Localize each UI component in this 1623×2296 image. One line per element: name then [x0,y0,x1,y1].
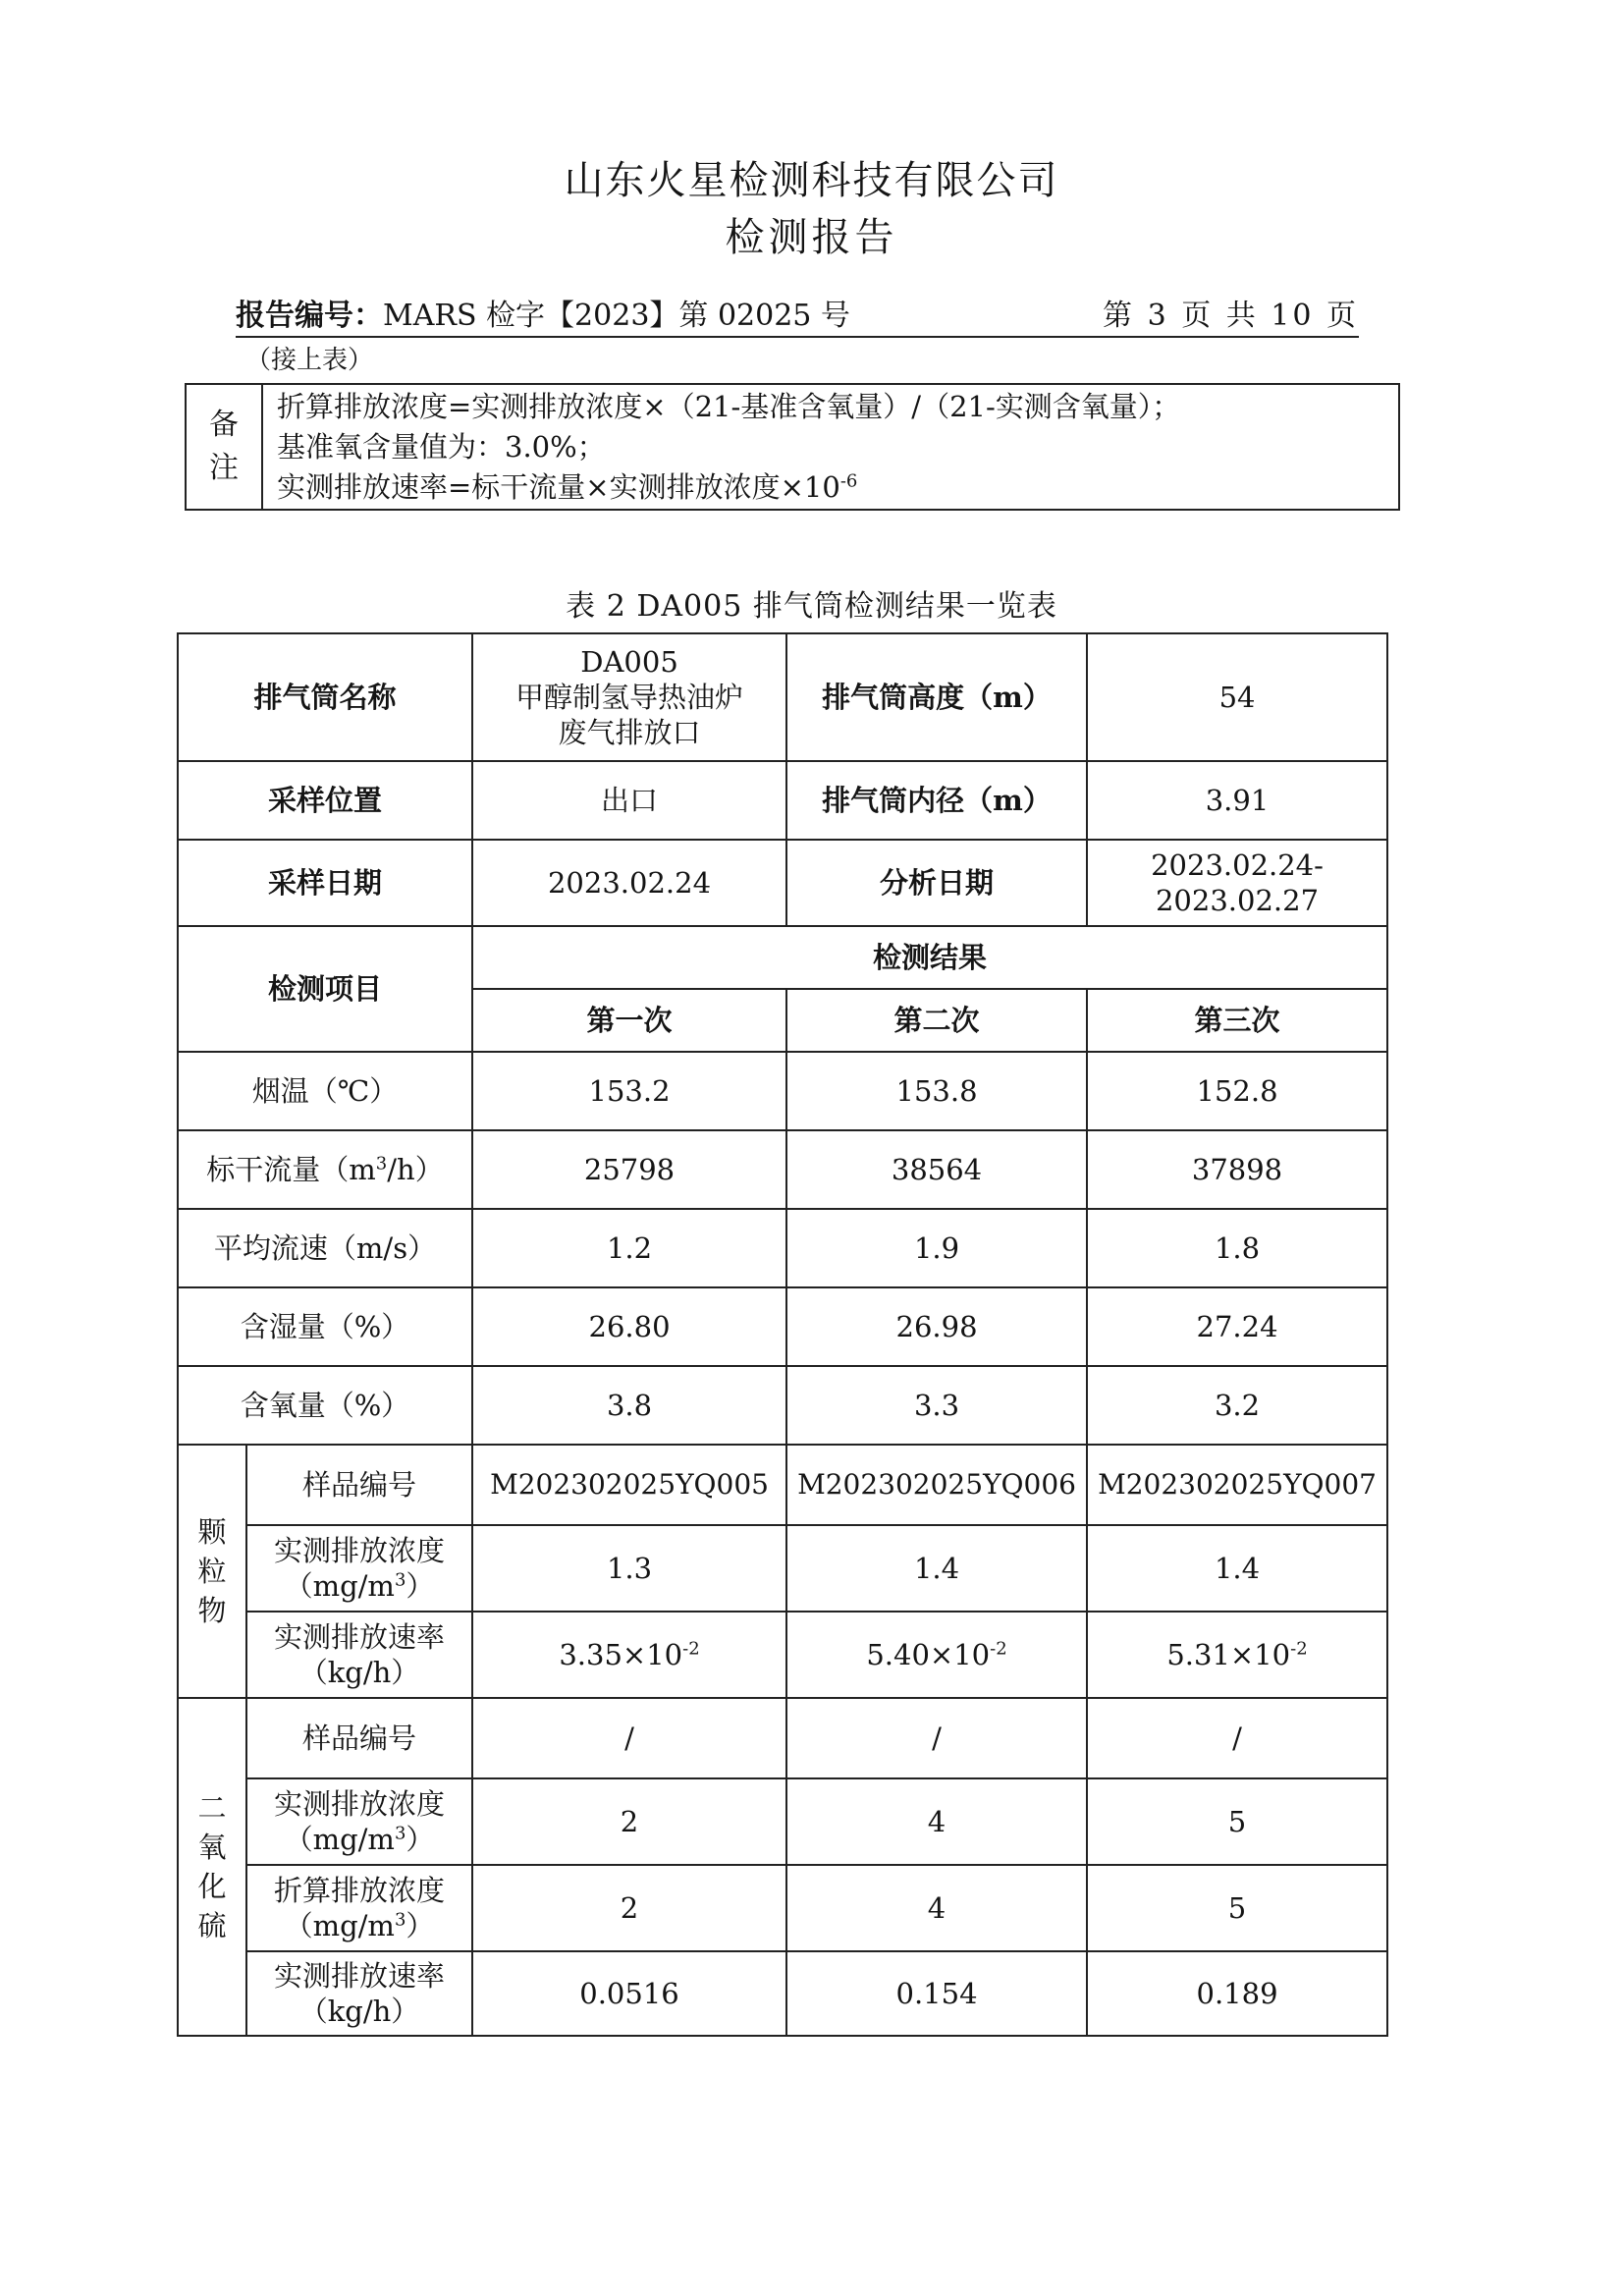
analysis-date-line: 2023.02.24- [1151,848,1324,882]
pm-rate-mantissa: 3.35×10 [559,1638,683,1671]
so2-rate-label [246,1951,472,2036]
sampling-location-label: 采样位置 [178,761,472,840]
param-label [178,1130,472,1209]
param-value: 26.80 [472,1287,786,1366]
stack-diameter-label: 排气筒内径（m） [786,761,1087,840]
pm-rate-mantissa: 5.31×10 [1166,1638,1291,1671]
table-row [178,840,1387,926]
sampling-location-value: 出口 [472,761,786,840]
pm-sample-value: M202302025YQ007 [1087,1445,1387,1525]
pm-conc-value: 1.4 [1087,1525,1387,1612]
pm-conc-unit-suffix: ） [406,1569,435,1603]
pm-sample-value: M202302025YQ006 [786,1445,1087,1525]
so2-conv-value: 5 [1087,1865,1387,1951]
pm-rate-unit: （kg/h） [298,1656,420,1689]
pm-conc-value: 1.3 [472,1525,786,1612]
remark-line-text: 实测排放速率=标干流量×实测排放浓度×10 [277,470,840,504]
table-row [178,926,1387,989]
pm-conc-label [246,1525,472,1612]
report-number [236,291,850,334]
report-number-label: 报告编号： [236,299,383,333]
param-label-text: 含湿量（%） [240,1310,410,1343]
pm-rate-value [1087,1612,1387,1698]
table-row [178,1525,1387,1612]
analysis-date-line: 2023.02.27 [1155,884,1320,917]
so2-conc-unit-suffix: ） [406,1823,435,1856]
sampling-date-value: 2023.02.24 [472,840,786,926]
param-value: 38564 [786,1130,1087,1209]
remark-label [187,385,263,509]
so2-sample-value: / [1087,1698,1387,1778]
param-label-sup: 3 [375,1153,388,1175]
pm-conc-unit-sup: 3 [394,1569,406,1591]
remark-line [277,467,1180,508]
pm-rate-exp: -2 [990,1638,1007,1660]
run-header: 第三次 [1087,989,1387,1052]
so2-group-label [178,1698,246,2036]
remark-box [185,383,1400,511]
param-label-text: 平均流速（m/s） [213,1231,437,1265]
param-value: 152.8 [1087,1052,1387,1130]
remark-text [277,387,1180,508]
param-value: 37898 [1087,1130,1387,1209]
run-header: 第一次 [472,989,786,1052]
pm-conc-label-text: 实测排放浓度 [274,1534,446,1567]
so2-sample-label: 样品编号 [246,1698,472,1778]
so2-rate-unit: （kg/h） [298,1995,420,2028]
stack-name-label: 排气筒名称 [178,633,472,761]
table-row [178,1209,1387,1287]
so2-sample-value: / [786,1698,1087,1778]
so2-conc-label [246,1778,472,1865]
so2-group-char: 硫 [197,1909,227,1942]
table-row [178,761,1387,840]
so2-rate-value: 0.154 [786,1951,1087,2036]
so2-conv-unit-sup: 3 [394,1909,406,1931]
table-row [178,1698,1387,1778]
param-label-text: 标干流量（m [206,1153,376,1186]
report-title: 检测报告 [725,215,898,260]
so2-conv-value: 4 [786,1865,1087,1951]
so2-rate-label-text: 实测排放速率 [274,1959,446,1993]
stack-name-line: 甲醇制氢导热油炉 [515,681,744,714]
param-label-text: 烟温（℃） [251,1074,399,1108]
table-row [178,1445,1387,1525]
param-value: 26.98 [786,1287,1087,1366]
pm-rate-label [246,1612,472,1698]
so2-conc-unit-text: （mg/m [284,1823,395,1856]
so2-rate-value: 0.0516 [472,1951,786,2036]
param-label [178,1287,472,1366]
stack-name-value [472,633,786,761]
analysis-date-value [1087,840,1387,926]
pm-rate-exp: -2 [1290,1638,1308,1660]
analysis-date-label: 分析日期 [786,840,1087,926]
table-row [178,1612,1387,1698]
remark-line: 基准氧含量值为：3.0%； [277,430,606,464]
param-value: 3.8 [472,1366,786,1445]
stack-height-value: 54 [1087,633,1387,761]
so2-rate-value: 0.189 [1087,1951,1387,2036]
report-header-line [236,291,1359,338]
so2-sample-value: / [472,1698,786,1778]
table-row [178,1366,1387,1445]
pm-rate-value [472,1612,786,1698]
so2-conv-label [246,1865,472,1951]
param-value: 153.2 [472,1052,786,1130]
so2-conc-value: 4 [786,1778,1087,1865]
stack-name-line: DA005 [580,645,678,679]
param-value: 1.9 [786,1209,1087,1287]
item-label: 检测项目 [178,926,472,1052]
so2-conv-unit [247,1908,471,1943]
table-row [178,1951,1387,2036]
pm-conc-unit [247,1568,471,1604]
page-info: 第 3 页 共 10 页 [1103,299,1359,333]
so2-conv-value: 2 [472,1865,786,1951]
table-row [178,1287,1387,1366]
table-row [178,1052,1387,1130]
remark-label-char: 备 [209,408,239,442]
pm-group-label [178,1445,246,1698]
company-name: 山东火星检测科技有限公司 [564,158,1059,203]
so2-conv-unit-suffix: ） [406,1909,435,1942]
pm-group-char: 颗 [197,1515,227,1549]
results-table [177,632,1388,2037]
sampling-date-label: 采样日期 [178,840,472,926]
param-value: 153.8 [786,1052,1087,1130]
param-label [178,1209,472,1287]
report-number-value: MARS 检字【2023】第 02025 号 [383,299,850,333]
remark-line: 折算排放浓度=实测排放浓度×（21-基准含氧量）/（21-实测含氧量）； [277,390,1181,423]
param-value: 27.24 [1087,1287,1387,1366]
stack-diameter-value: 3.91 [1087,761,1387,840]
so2-conc-label-text: 实测排放浓度 [274,1787,446,1821]
so2-group-char: 二 [197,1791,227,1825]
pm-sample-value: M202302025YQ005 [472,1445,786,1525]
table-row [178,633,1387,761]
so2-conv-unit-text: （mg/m [284,1909,395,1942]
table-row [178,1865,1387,1951]
table-row [178,1778,1387,1865]
pm-conc-unit-text: （mg/m [284,1569,395,1603]
param-value: 3.2 [1087,1366,1387,1445]
param-label [178,1366,472,1445]
so2-conc-unit [247,1822,471,1857]
pm-rate-mantissa: 5.40×10 [866,1638,991,1671]
table-row [178,1130,1387,1209]
so2-conv-label-text: 折算排放浓度 [274,1874,446,1907]
so2-group-char: 化 [197,1870,227,1903]
param-value: 25798 [472,1130,786,1209]
so2-conc-value: 2 [472,1778,786,1865]
remark-label-char: 注 [209,451,239,485]
continued-note: （接上表） [245,346,374,375]
param-label-text: 含氧量（%） [240,1389,410,1422]
result-label: 检测结果 [472,926,1387,989]
pm-rate-exp: -2 [682,1638,700,1660]
so2-group-char: 氧 [197,1831,227,1864]
so2-conc-unit-sup: 3 [394,1823,406,1844]
run-header: 第二次 [786,989,1087,1052]
param-label-suffix: /h） [387,1153,444,1186]
param-label [178,1052,472,1130]
table-caption: 表 2 DA005 排气筒检测结果一览表 [566,589,1057,624]
pm-conc-value: 1.4 [786,1525,1087,1612]
stack-name-line: 废气排放口 [558,716,701,749]
remark-exponent: -6 [839,470,858,492]
pm-group-char: 粒 [197,1555,227,1588]
stack-height-label: 排气筒高度（m） [786,633,1087,761]
pm-group-char: 物 [197,1594,227,1627]
pm-sample-label: 样品编号 [246,1445,472,1525]
param-value: 3.3 [786,1366,1087,1445]
pm-rate-value [786,1612,1087,1698]
so2-conc-value: 5 [1087,1778,1387,1865]
param-value: 1.8 [1087,1209,1387,1287]
param-value: 1.2 [472,1209,786,1287]
pm-rate-label-text: 实测排放速率 [274,1620,446,1654]
